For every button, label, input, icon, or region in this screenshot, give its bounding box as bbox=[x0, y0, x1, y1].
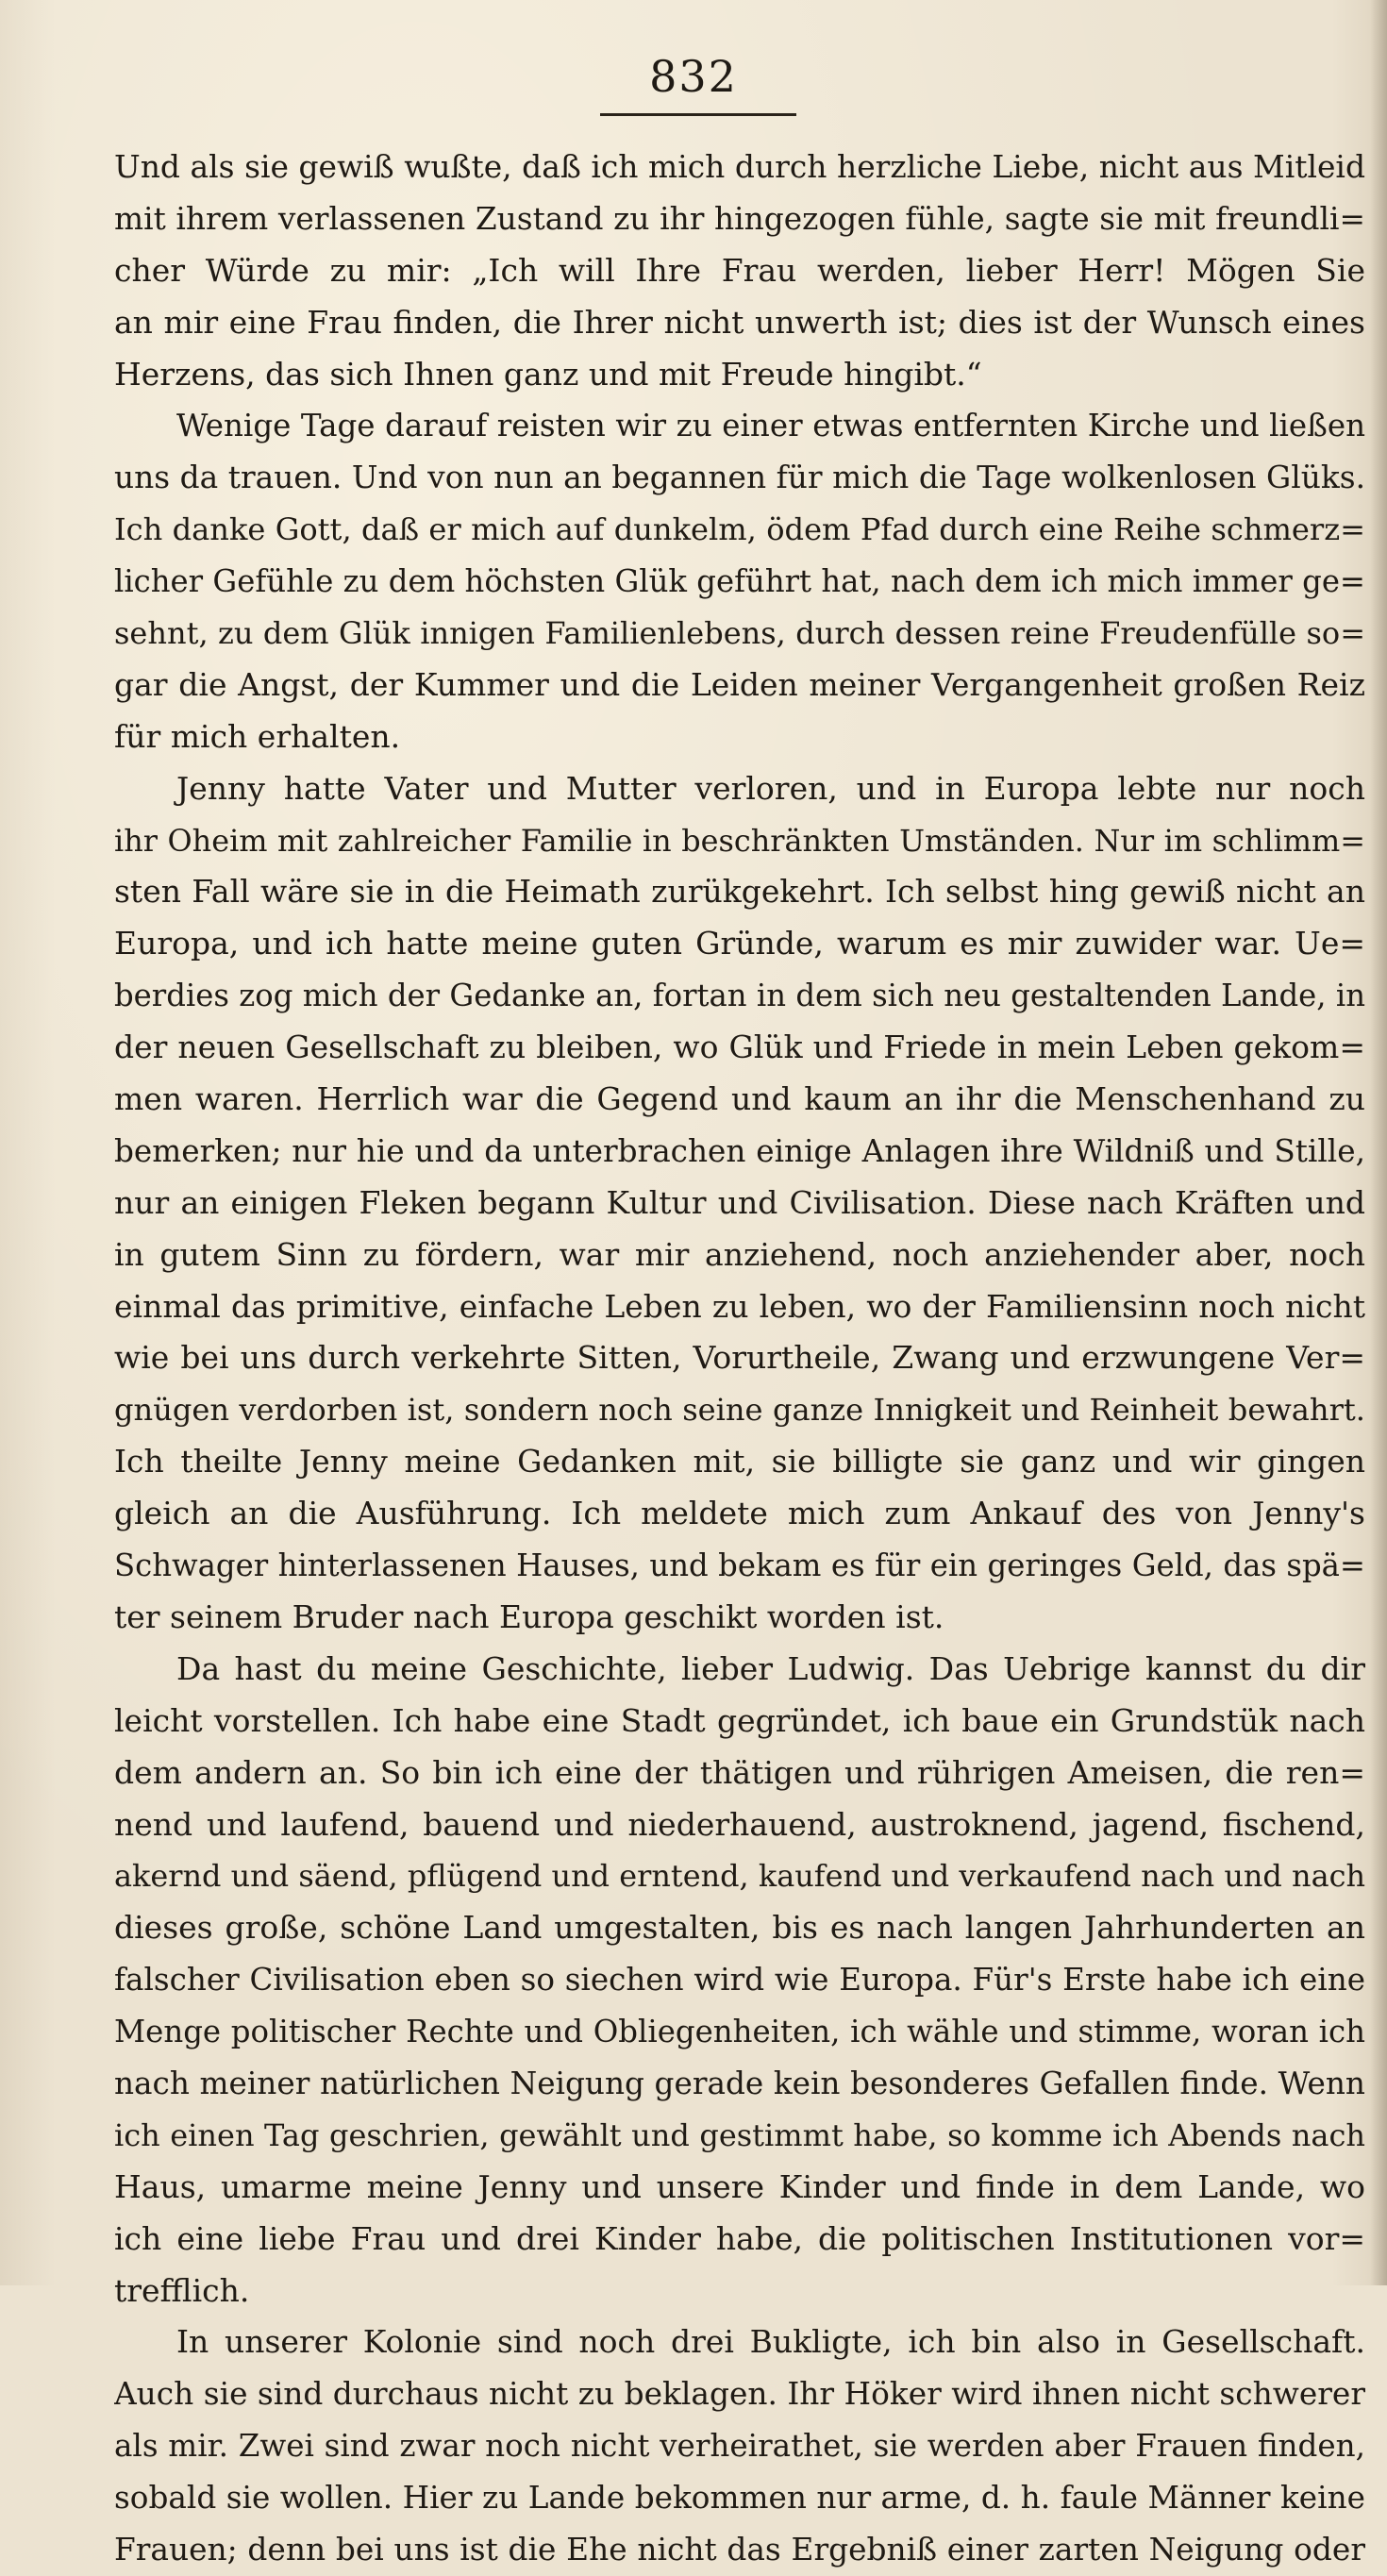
text-line: Ich danke Gott, daß er mich auf dunkelm, ödem Pfad durch eine Reihe schmerz= bbox=[114, 511, 1365, 548]
text-line: ich einen Tag geschrien, gewählt und gestimmt habe, so komme ich Abends nach bbox=[114, 2116, 1365, 2153]
text-line: trefflich. bbox=[114, 2271, 250, 2309]
header-rule bbox=[600, 113, 796, 116]
text-line: berdies zog mich der Gedanke an, fortan in dem sich neu gestaltenden Lande, in bbox=[114, 978, 1365, 1014]
text-line: Herzens, das sich Ihnen ganz und mit Freude hingibt.“ bbox=[114, 355, 982, 393]
text-line: Wenige Tage darauf reisten wir zu einer etwas entfernten Kirche und ließen bbox=[176, 408, 1365, 444]
text-line: als mir. Zwei sind zwar noch nicht verheirathet, sie werden aber Frauen finden, bbox=[114, 2428, 1365, 2465]
text-line: cher Würde zu mir: „Ich will Ihre Frau werden, lieber Herr! Mögen Sie bbox=[114, 251, 1365, 289]
text-line: dieses große, schöne Land umgestalten, bis es nach langen Jahrhunderten an bbox=[114, 1909, 1365, 1947]
text-line: bemerken; nur hie und da unterbrachen einige Anlagen ihre Wildniß und Stille, bbox=[114, 1132, 1365, 1169]
text-line: gnügen verdorben ist, sondern noch seine ganze Innigkeit und Reinheit bewahrt. bbox=[114, 1392, 1365, 1429]
text-line: mit ihrem verlassenen Zustand zu ihr hingezogen fühle, sagte sie mit freundli= bbox=[114, 200, 1365, 237]
text-line: Europa, und ich hatte meine guten Gründe, warum es mir zuwider war. Ue= bbox=[114, 925, 1365, 962]
text-line: Jenny hatte Vater und Mutter verloren, und in Europa lebte nur noch bbox=[176, 769, 1365, 807]
text-line: sobald sie wollen. Hier zu Lande bekommen nur arme, d. h. faule Männer keine bbox=[114, 2480, 1365, 2517]
text-line: Schwager hinterlassenen Hauses, und bekam es für ein geringes Geld, das spä= bbox=[114, 1547, 1365, 1584]
text-line: in gutem Sinn zu fördern, war mir anziehend, noch anziehender aber, noch bbox=[114, 1235, 1365, 1273]
text-line: Haus, umarme meine Jenny und unsere Kinder und finde in dem Lande, wo bbox=[114, 2167, 1365, 2205]
text-line: falscher Civilisation eben so siechen wird wie Europa. Für's Erste habe ich eine bbox=[114, 1962, 1365, 1999]
text-line: gleich an die Ausführung. Ich meldete mich zum Ankauf des von Jenny's bbox=[114, 1495, 1365, 1532]
body-text bbox=[114, 142, 1365, 2576]
text-line: der neuen Gesellschaft zu bleiben, wo Glük und Friede in mein Leben gekom= bbox=[114, 1029, 1365, 1066]
text-line: leicht vorstellen. Ich habe eine Stadt gegründet, ich baue ein Grundstük nach bbox=[114, 1701, 1365, 1739]
text-line: dem andern an. So bin ich eine der thätigen und rührigen Ameisen, die ren= bbox=[114, 1753, 1365, 1791]
text-line: In unserer Kolonie sind noch drei Bukligte, ich bin also in Gesellschaft. bbox=[176, 2323, 1365, 2361]
page-edge-shadow bbox=[1370, 0, 1387, 2285]
text-line: Frauen; denn bei uns ist die Ehe nicht das Ergebniß einer zarten Neigung oder bbox=[114, 2531, 1365, 2568]
text-line: men waren. Herrlich war die Gegend und kaum an ihr die Menschenhand zu bbox=[114, 1080, 1365, 1118]
text-line: gar die Angst, der Kummer und die Leiden meiner Vergangenheit großen Reiz bbox=[114, 665, 1365, 703]
text-line: einmal das primitive, einfache Leben zu leben, wo der Familiensinn noch nicht bbox=[114, 1287, 1365, 1325]
text-line: für mich erhalten. bbox=[114, 717, 401, 755]
text-line: nur an einigen Fleken begann Kultur und Civilisation. Diese nach Kräften und bbox=[114, 1183, 1365, 1221]
text-line: Auch sie sind durchaus nicht zu beklagen. Ihr Höker wird ihnen nicht schwerer bbox=[114, 2376, 1365, 2413]
text-line: nach meiner natürlichen Neigung gerade kein besonderes Gefallen finde. Wenn bbox=[114, 2065, 1365, 2101]
text-line: ich eine liebe Frau und drei Kinder habe, die politischen Institutionen vor= bbox=[114, 2219, 1365, 2257]
text-line: sehnt, zu dem Glük innigen Familienlebens, durch dessen reine Freudenfülle so= bbox=[114, 615, 1365, 652]
text-line: Ich theilte Jenny meine Gedanken mit, sie billigte sie ganz und wir gingen bbox=[114, 1443, 1365, 1480]
text-line: Menge politischer Rechte und Obliegenheiten, ich wähle und stimme, woran ich bbox=[114, 2014, 1365, 2050]
text-line: Da hast du meine Geschichte, lieber Ludwig. Das Uebrige kannst du dir bbox=[176, 1649, 1365, 1687]
text-line: uns da trauen. Und von nun an begannen für mich die Tage wolkenlosen Glüks. bbox=[114, 460, 1365, 496]
text-line: Und als sie gewiß wußte, daß ich mich durch herzliche Liebe, nicht aus Mitleid bbox=[114, 148, 1365, 185]
text-line: wie bei uns durch verkehrte Sitten, Vorurtheile, Zwang und erzwungene Ver= bbox=[114, 1339, 1365, 1377]
text-line: ihr Oheim mit zahlreicher Familie in beschränkten Umständen. Nur im schlimm= bbox=[114, 822, 1365, 859]
page-number: 832 bbox=[649, 51, 738, 102]
text-line: ter seinem Bruder nach Europa geschikt worden ist. bbox=[114, 1597, 944, 1635]
text-line: nend und laufend, bauend und niederhauend, austroknend, jagend, fischend, bbox=[114, 1805, 1365, 1843]
text-line: licher Gefühle zu dem höchsten Glük geführt hat, nach dem ich mich immer ge= bbox=[114, 563, 1365, 600]
text-line: sten Fall wäre sie in die Heimath zurükgekehrt. Ich selbst hing gewiß nicht an bbox=[114, 873, 1365, 911]
text-line: akernd und säend, pflügend und erntend, kaufend und verkaufend nach und nach bbox=[114, 1858, 1365, 1895]
text-line: an mir eine Frau finden, die Ihrer nicht unwerth ist; dies ist der Wunsch eines bbox=[114, 303, 1365, 341]
